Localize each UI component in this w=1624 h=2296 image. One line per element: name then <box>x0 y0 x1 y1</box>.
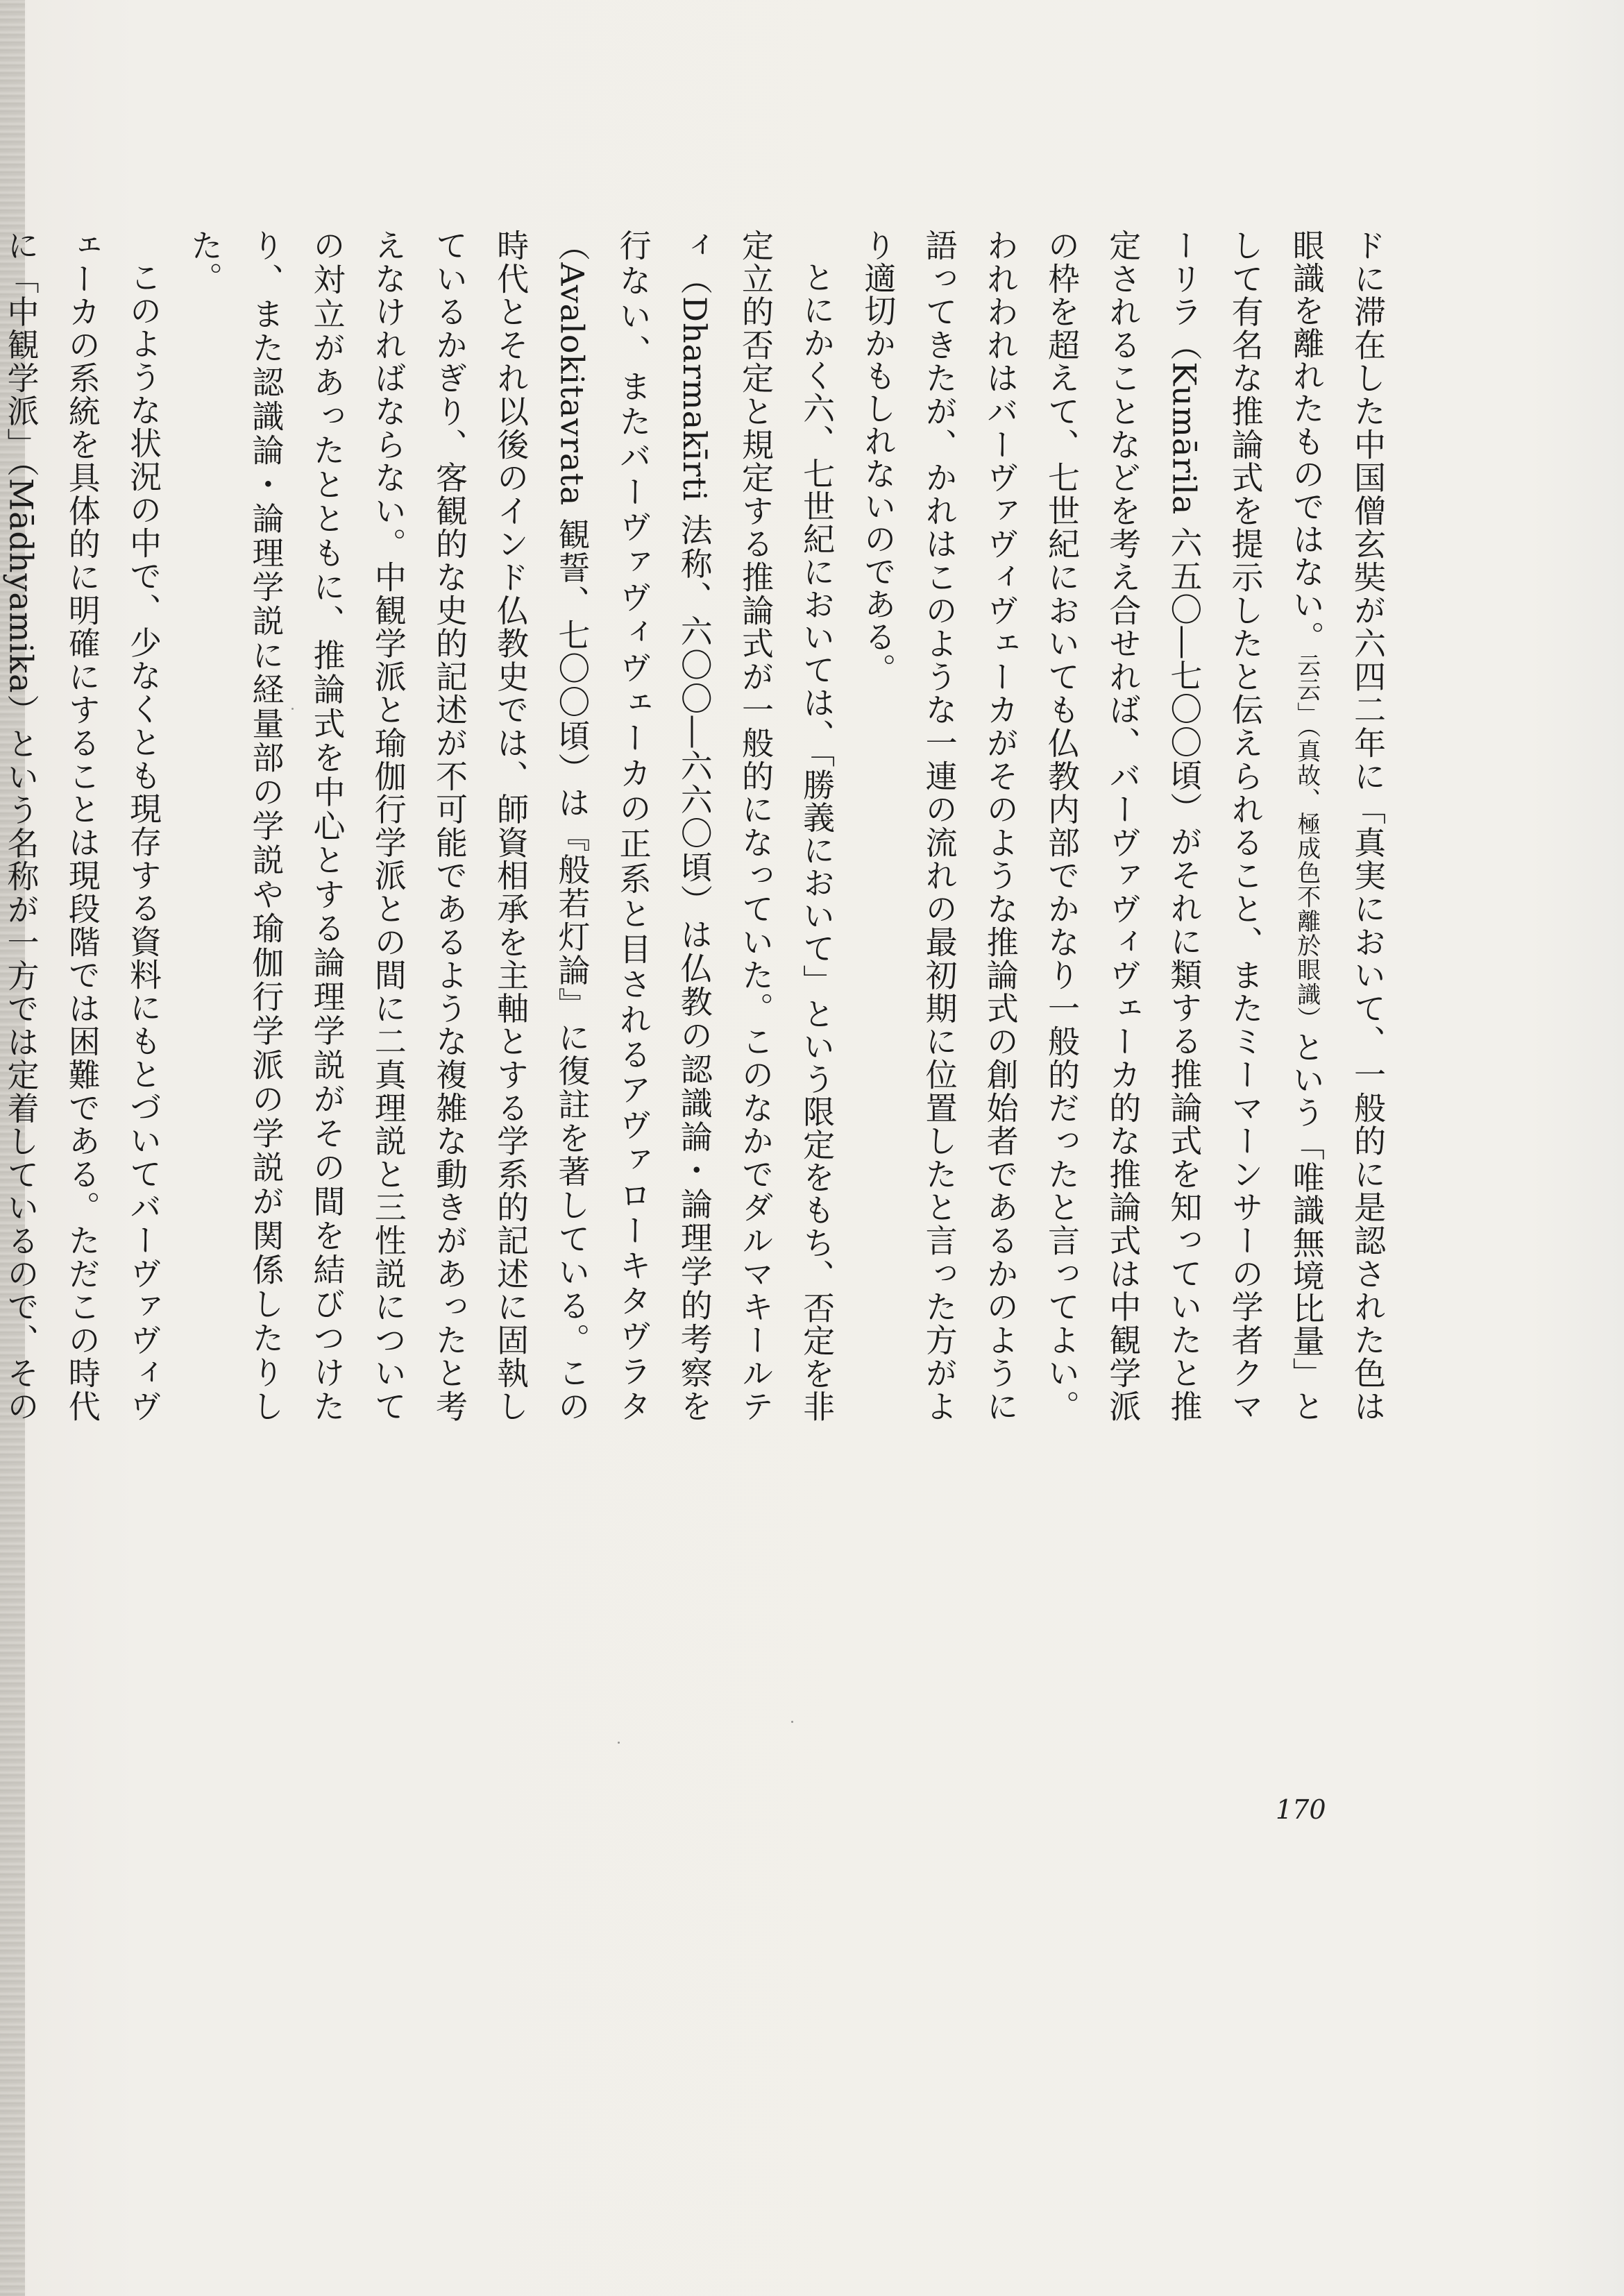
paragraph-1-line-2-note: （真故、極成色不離於眼識） <box>1292 726 1321 1031</box>
paper-speck <box>618 1742 620 1744</box>
paragraph-1-rest: サーの学者クマーリラ（Kumārila 六五〇―七〇〇頃）がそれに類する推論式を知っていたと推定されることなどを考え合せれば、バーヴァヴィヴェーカ的な推論式は中観学派の枠を超えて、七世紀においても仏教内部でかなり一般的だったと言ってよい。われわれはバーヴァヴィヴェーカがそのような推論式の創始者であるかのように語ってきたが、かれはこのような一連の流れの最初期に位置したと言った方がより適切かもしれないのである。 <box>859 229 1264 1423</box>
paragraph-1-line-1-end: 云云」 <box>1292 653 1321 726</box>
paragraph-1-line-1: ドに滞在した中国僧玄奘が六四二年に「真実において、一般的に是認された色は眼識を離れたものではない。 <box>1287 229 1387 1423</box>
page-number: 170 <box>1276 1794 1326 1825</box>
paragraph-1-line-2: という「唯識無境比量」として有名な推論式を提示したと伝えられること、またミーマーン <box>1226 229 1326 1423</box>
paragraph-3: このような状況の中で、少なくとも現存する資料にもとづいてバーヴァヴィヴェーカの系統を具体的に明確にすることは現段階では困難である。ただこの時代に「中観学派」（Mādhyamika）という名称が一方では定着しているので、その <box>2 229 162 1422</box>
paragraph-2: とにかく六、七世紀においては、「勝義において」という限定をもち、否定を非定立的否定と規定する推論式が一般的になっていた。このなかでダルマキールティ（Dharmakīrti 法称、六〇〇―六六〇頃）は仏教の認識論・論理学的考察を行ない、またバーヴァヴィヴェーカの正系と目されるアヴァローキタヴラタ（Avalokitavrata 観誓、七〇〇頃）は『般若灯論』に復註を著している。この時代とそれ以後のインド仏教史では、師資相承を主軸とする学系的記述に固執しているかぎり、客観的な史的記述が不可能であるような複雑な動きがあったと考えなければならない。中観学派と瑜伽行学派との間に二真理説と三性説についての対立があったとともに、推論式を中心とする論理学説がその間を結びつけたり、また認識論・論理学説に経量部の学説や瑜伽行学派の学説が関係したりした。 <box>186 229 836 1422</box>
body-text <box>0 229 1398 1422</box>
paper-speck <box>291 708 294 710</box>
paper-speck <box>791 1721 793 1723</box>
paragraph-1 <box>847 229 1398 1422</box>
